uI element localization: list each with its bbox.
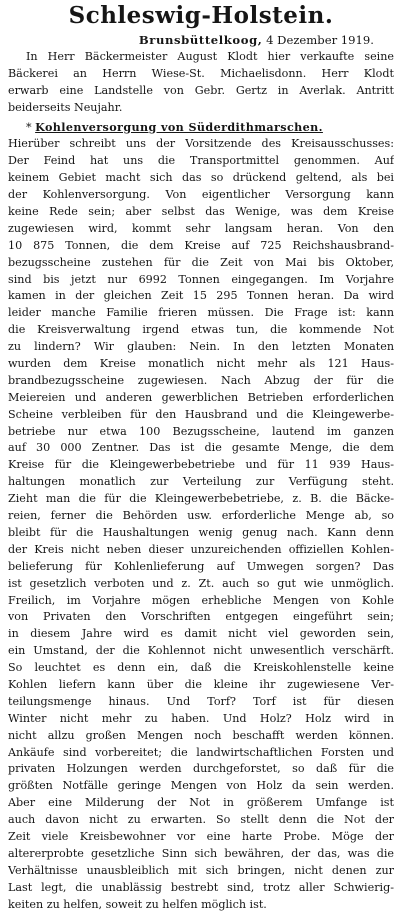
text-line: In Herr Bäckermeister August Klodt hier verkaufte seine [26,50,394,63]
text-line: größten Notfälle geringe Mengen von Holz da sein werden. [8,779,394,793]
dateline-place: Brunsbüttelkoog, [138,33,263,47]
text-line: brandbezugsscheine zugewiesen. Nach Abzug der für die [8,373,394,387]
text-line: reien, ferner die Behörden usw. erforderliche Menge ab, so [8,509,394,523]
section-heading-line [8,120,394,137]
text-line: Meiereien und anderen gewerblichen Betrieben erforderlichen [8,390,394,404]
dateline-date: 4 Dezember 1919. [266,33,374,47]
text-line: So leuchtet es denn ein, daß die Kreiskohlenstelle keine [8,661,394,675]
text-line: sind bis jetzt nur 6992 Tonnen eingegangen. Im Vorjahre [8,272,394,286]
text-line: auf 30 000 Zentner. Das ist die gesamte Menge, die dem [8,441,394,455]
text-line: keiten zu helfen, soweit zu helfen möglich ist. [8,897,267,911]
news-item-bakery [8,49,394,117]
text-line: kamen in der gleichen Zeit 15 295 Tonnen heran. Da wird [8,289,394,303]
text-line: 10 875 Tonnen, die dem Kreise auf 725 Reichshausbrand- [8,238,394,252]
section-heading: Kohlenversorgung von Süderdithmarschen. [35,120,323,134]
text-line: die Kreisverwaltung irgend etwas tun, die kommende Not [8,323,394,337]
text-line: ist gesetzlich verboten und z. Zt. auch so gut wie unmöglich. [8,576,394,590]
text-line: Ankäufe sind vorbereitet; die landwirtschaftlichen Forsten und [8,745,394,759]
text-line: Scheine verbleiben für den Hausbrand und die Kleingewerbe- [8,407,394,421]
news-item-coal-supply [8,120,394,914]
text-line: beiderseits Neujahr. [8,100,123,114]
text-line: der Kreis nicht neben dieser unzureichenden offiziellen Kohlen- [8,542,394,556]
text-line: nicht allzu großen Mengen noch beschafft werden können. [8,728,394,742]
text-line: haltungen monatlich zur Verteilung zur Verfügung steht. [8,475,394,489]
text-line: erwarb eine Landstelle von Gebr. Gertz in Averlak. Antritt [8,83,394,97]
text-line: bleibt für die Haushaltungen wenig genug nach. Kann denn [8,525,394,539]
article-title: Schleswig-Holstein. [68,2,334,29]
text-line: Aber eine Milderung der Not in größerem Umfange ist [8,796,394,810]
text-line: leider manche Familie frieren müssen. Die Frage ist: kann [8,306,394,320]
text-line: privaten Holzungen werden durchgeforstet, so daß für die [8,762,394,776]
text-line: Zieht man die für die Kleingewerbebetriebe, z. B. die Bäcke- [8,492,394,506]
text-line: keinem Gebiet macht sich das so drückend geltend, als bei [8,171,394,185]
asterisk-mark: * [26,120,32,134]
text-line: Bäckerei an Herrn Wiese-St. Michaelisdonn. Herr Klodt [8,66,394,80]
text-line: in diesem Jahre wird es damit nicht viel geworden sein, [8,627,394,641]
text-line: Hierüber schreibt uns der Vorsitzende des Kreisausschusses: [8,137,394,151]
text-line: ein Umstand, der die Kohlennot nicht unwesentlich verschärft. [8,644,394,658]
text-line: Winter nicht mehr zu haben. Und Holz? Holz wird in [8,711,394,725]
text-line: belieferung für Kohlenlieferung auf Umwegen sorgen? Das [8,559,394,573]
text-line: zugewiesen wird, kommt sehr langsam heran. Von den [8,221,394,235]
text-line: Last legt, die unablässig bestrebt sind, trotz aller Schwierig- [8,880,394,894]
text-line: Verhältnisse unausbleiblich mit sich bringen, nicht denen zur [8,863,394,877]
text-line: wurden dem Kreise monatlich nicht mehr als 121 Haus- [8,357,394,371]
text-line: der Kohlenversorgung. Von eigentlicher Versorgung kann [8,188,394,202]
text-line: auch davon nicht zu erwarten. So stellt denn die Not der [8,813,394,827]
text-line: Zeit viele Kreisbewohner vor eine harte Probe. Möge der [8,829,394,843]
text-line: Kohlen liefern kann über die kleine ihr zugewiesene Ver- [8,677,394,691]
text-line: teilungsmenge hinaus. Und Torf? Torf ist für diesen [8,694,394,708]
text-line: zu lindern? Wir glauben: Nein. In den letzten Monaten [8,340,394,354]
text-line: Freilich, im Vorjahre mögen erhebliche Mengen von Kohle [8,593,394,607]
text-line: bezugsscheine zustehen für die Zeit von Mai bis Oktober, [8,255,394,269]
text-line: altererprobte gesetzliche Sinn sich bewähren, der das, was die [8,846,394,860]
text-line: keine Rede sein; aber selbst das Wenige, was dem Kreise [8,205,394,219]
text-line: Kreise für die Kleingewerbebetriebe und für 11 939 Haus- [8,458,394,472]
text-line: von Privaten den Vorschriften entgegen eingeführt sein; [8,610,394,624]
dateline [8,31,394,49]
text-line: Der Feind hat uns die Transportmittel genommen. Auf [8,154,394,168]
text-line: betriebe nur etwa 100 Bezugsscheine, lautend im ganzen [8,424,394,438]
